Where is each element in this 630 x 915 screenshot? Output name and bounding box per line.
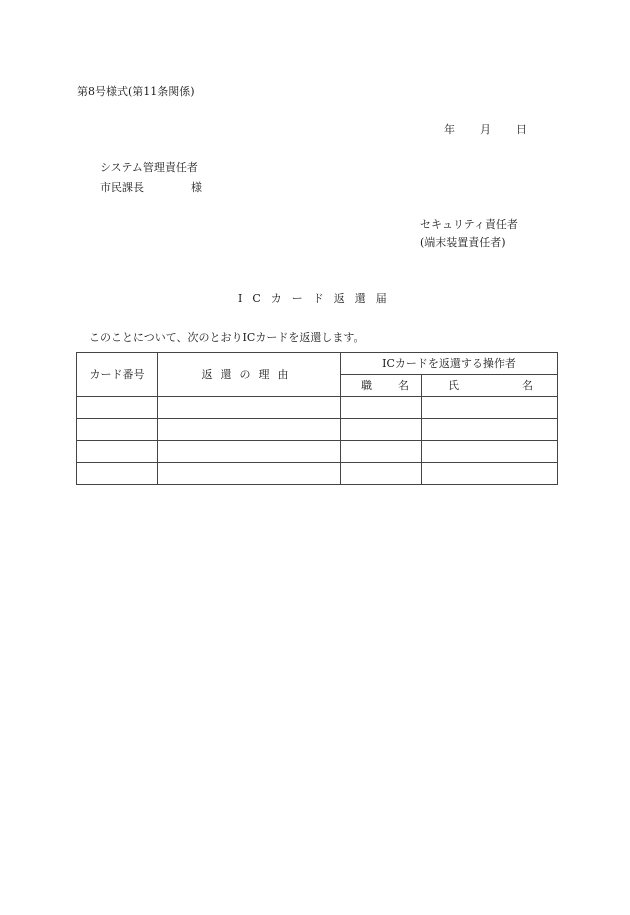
form-number: 第8号様式(第11条関係) — [77, 85, 195, 98]
table-row — [77, 419, 558, 441]
document-title: ICカード返還届 — [238, 292, 397, 305]
cell-card-number[interactable] — [77, 463, 158, 485]
sender-subtitle: (端末装置責任者) — [420, 236, 506, 249]
cell-reason[interactable] — [158, 463, 341, 485]
table-row — [77, 463, 558, 485]
header-reason: 返還の理由 — [158, 353, 341, 397]
table-row — [77, 441, 558, 463]
table-row — [77, 397, 558, 419]
cell-position[interactable] — [341, 463, 422, 485]
return-table — [76, 352, 558, 485]
cell-name[interactable] — [422, 397, 558, 419]
cell-position[interactable] — [341, 419, 422, 441]
cell-reason[interactable] — [158, 397, 341, 419]
date-line — [444, 123, 527, 137]
header-name: 氏 名 — [422, 375, 558, 397]
cell-card-number[interactable] — [77, 397, 158, 419]
cell-reason[interactable] — [158, 419, 341, 441]
cell-name[interactable] — [422, 419, 558, 441]
header-position: 職 名 — [341, 375, 422, 397]
intro-text: このことについて、次のとおりICカードを返還します。 — [89, 331, 365, 344]
addressee-position: 市民課長 — [100, 181, 144, 194]
cell-position[interactable] — [341, 441, 422, 463]
header-operator-group: ICカードを返還する操作者 — [341, 353, 558, 375]
cell-card-number[interactable] — [77, 441, 158, 463]
addressee-honorific: 様 — [191, 181, 202, 194]
cell-name[interactable] — [422, 463, 558, 485]
date-year-label: 年 — [444, 123, 455, 136]
cell-position[interactable] — [341, 397, 422, 419]
addressee-name-line — [100, 181, 202, 195]
header-card-number: カード番号 — [77, 353, 158, 397]
date-day-label: 日 — [516, 123, 527, 136]
sender-title: セキュリティ責任者 — [420, 218, 518, 231]
cell-name[interactable] — [422, 441, 558, 463]
cell-card-number[interactable] — [77, 419, 158, 441]
cell-reason[interactable] — [158, 441, 341, 463]
table-header-row — [77, 353, 558, 375]
addressee-title: システム管理責任者 — [100, 161, 198, 174]
date-month-label: 月 — [480, 123, 491, 136]
